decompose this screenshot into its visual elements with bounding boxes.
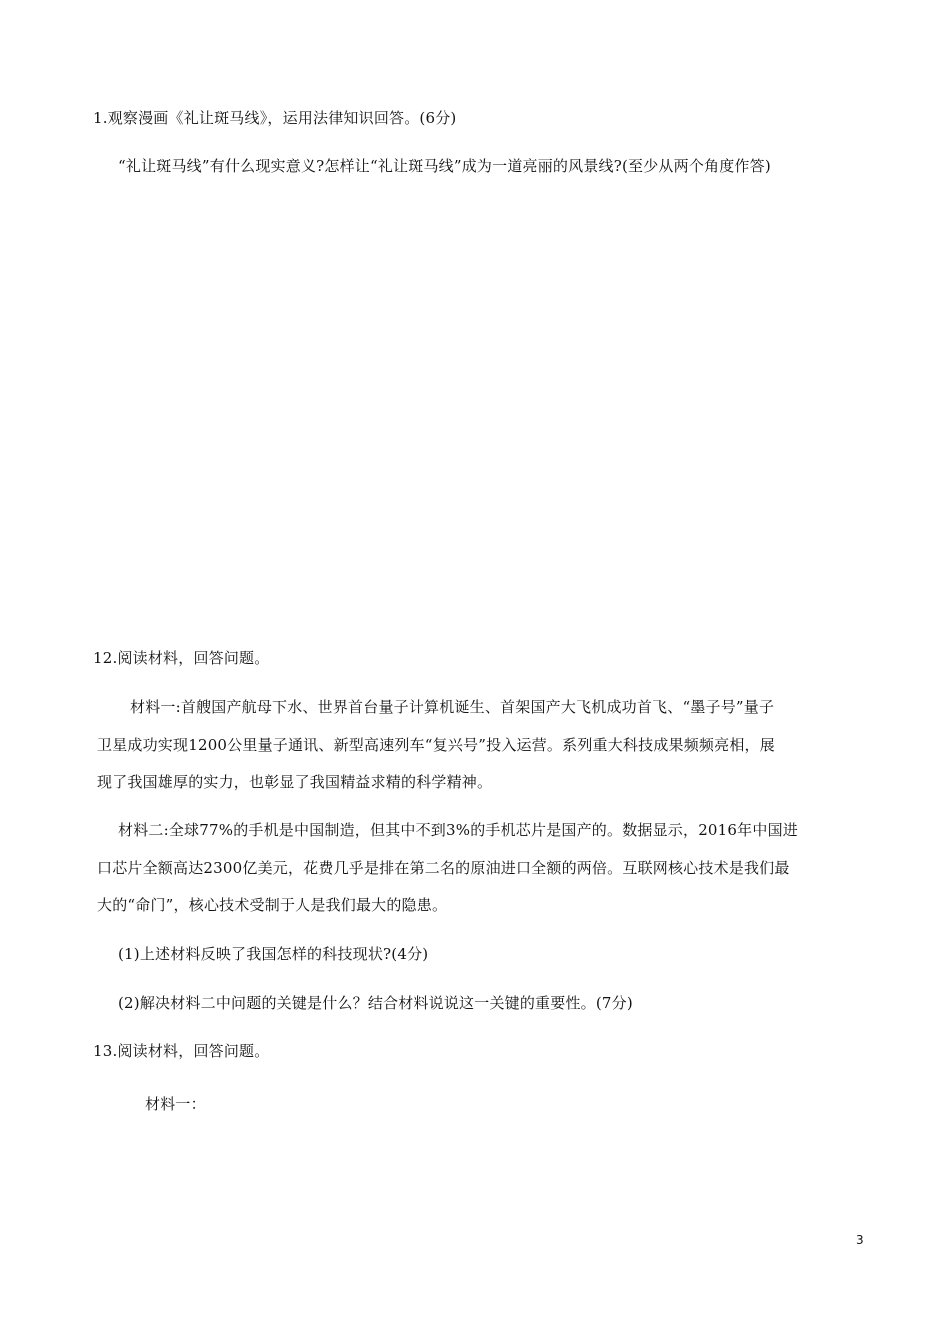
question-12-sub-2: (2)解决材料二中问题的关键是什么？结合材料说说这一关键的重要性。(7分) — [118, 994, 633, 1012]
material-2-line-2: 口芯片全额高达2300亿美元，花费几乎是排在第二名的原油进口全额的两倍。互联网核心技术是我们最 — [97, 859, 790, 877]
question-11-prompt: “礼让斑马线”有什么现实意义?怎样让“礼让斑马线”成为一道亮丽的风景线?(至少从两个角度作答) — [118, 157, 771, 175]
question-11-title: 1.观察漫画《礼让斑马线》，运用法律知识回答。(6分) — [93, 109, 457, 127]
material-1-line-1: 材料一:首艘国产航母下水、世界首台量子计算机诞生、首架国产大飞机成功首飞、“墨子号”量子 — [130, 698, 775, 716]
question-12-title: 12.阅读材料，回答问题。 — [93, 649, 270, 667]
page-number: 3 — [856, 1233, 864, 1247]
material-2-line-3: 大的“命门”，核心技术受制于人是我们最大的隐患。 — [97, 896, 448, 914]
material-2-line-1: 材料二:全球77%的手机是中国制造，但其中不到3%的手机芯片是国产的。数据显示，2016年中国进 — [118, 821, 798, 839]
question-13-material-1: 材料一： — [145, 1095, 206, 1113]
material-1-line-2: 卫星成功实现1200公里量子通讯、新型高速列车“复兴号”投入运营。系列重大科技成果频频亮相，展 — [97, 736, 775, 754]
material-1-line-3: 现了我国雄厚的实力，也彰显了我国精益求精的科学精神。 — [97, 773, 493, 791]
question-13-title: 13.阅读材料，回答问题。 — [93, 1042, 270, 1060]
question-12-sub-1: (1)上述材料反映了我国怎样的科技现状?(4分) — [118, 945, 429, 963]
